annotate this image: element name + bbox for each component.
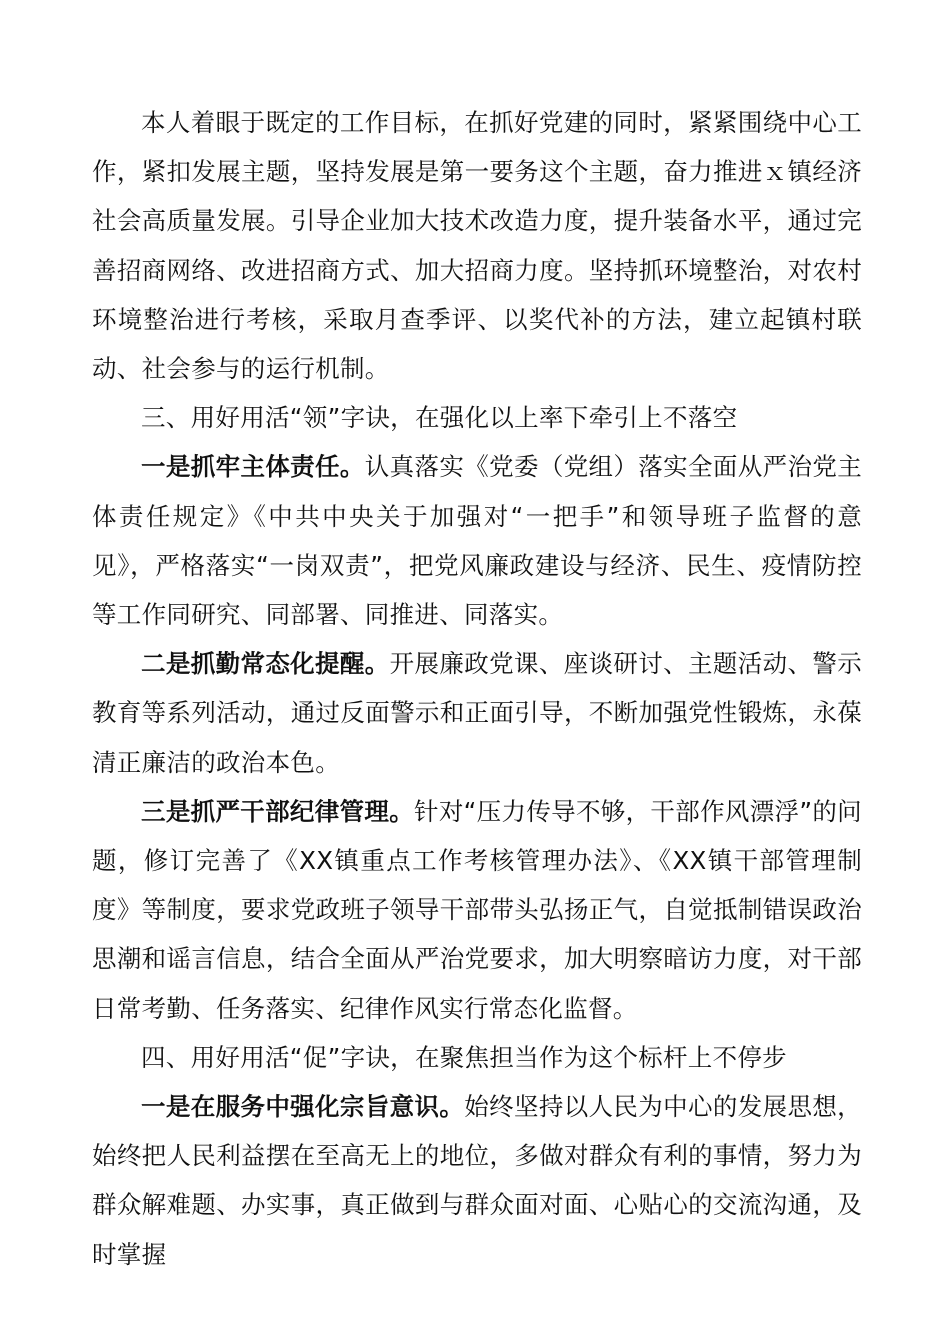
paragraph-5-lead: 三是抓严干部纪律管理。 — [141, 796, 415, 826]
paragraph-5-text: 针对“压力传导不够，干部作风漂浮”的问题，修订完善了《XX镇重点工作考核管理办法》、《XX镇干部管理制度》等制度，要求党政班子领导干部带头弘扬正气，自觉抵制错误政治思潮和谣言信息，结合全面从严治党要求，加大明察暗访力度，对干部日常考勤、任务落实、纪律作风实行常态化监督。 — [92, 796, 862, 1023]
paragraph-4-text: 开展廉政党课、座谈研讨、主题活动、警示教育等系列活动，通过反面警示和正面引导，不断加强党性锻炼，永葆清正廉洁的政治本色。 — [92, 649, 862, 777]
section-heading-3-text: 三、用好用活“领”字诀，在强化以上率下牵引上不落空 — [141, 403, 738, 433]
paragraph-7 — [92, 1082, 862, 1279]
paragraph-4-lead: 二是抓勤常态化提醒。 — [141, 649, 390, 679]
section-heading-4 — [92, 1033, 862, 1082]
paragraph-3-text: 认真落实《党委（党组）落实全面从严治党主体责任规定》《中共中央关于加强对“一把手”和领导班子监督的意见》，严格落实“一岗双责”，把党风廉政建设与经济、民生、疫情防控等工作同研究、同部署、同推进、同落实。 — [92, 452, 862, 630]
paragraph-4 — [92, 639, 862, 787]
paragraph-7-lead: 一是在服务中强化宗旨意识。 — [141, 1092, 465, 1122]
paragraph-7-text: 始终坚持以人民为中心的发展思想，始终把人民利益摆在至高无上的地位，多做对群众有利的事情，努力为群众解难题、办实事，真正做到与群众面对面、心贴心的交流沟通，及时掌握 — [92, 1092, 862, 1269]
document-body — [92, 98, 862, 1279]
paragraph-1-text: 本人着眼于既定的工作目标，在抓好党建的同时，紧紧围绕中心工作，紧扣发展主题，坚持发展是第一要务这个主题，奋力推进ｘ镇经济社会高质量发展。引导企业加大技术改造力度，提升装备水平，通过完善招商网络、改进招商方式、加大招商力度。坚持抓环境整治，对农村环境整治进行考核，采取月查季评、以奖代补的方法，建立起镇村联动、社会参与的运行机制。 — [92, 108, 862, 384]
paragraph-5 — [92, 787, 862, 1033]
section-heading-3 — [92, 393, 862, 442]
paragraph-1 — [92, 98, 862, 393]
section-heading-4-text: 四、用好用活“促”字诀，在聚焦担当作为这个标杆上不停步 — [141, 1042, 787, 1072]
paragraph-3-lead: 一是抓牢主体责任。 — [141, 452, 365, 482]
paragraph-3 — [92, 442, 862, 639]
